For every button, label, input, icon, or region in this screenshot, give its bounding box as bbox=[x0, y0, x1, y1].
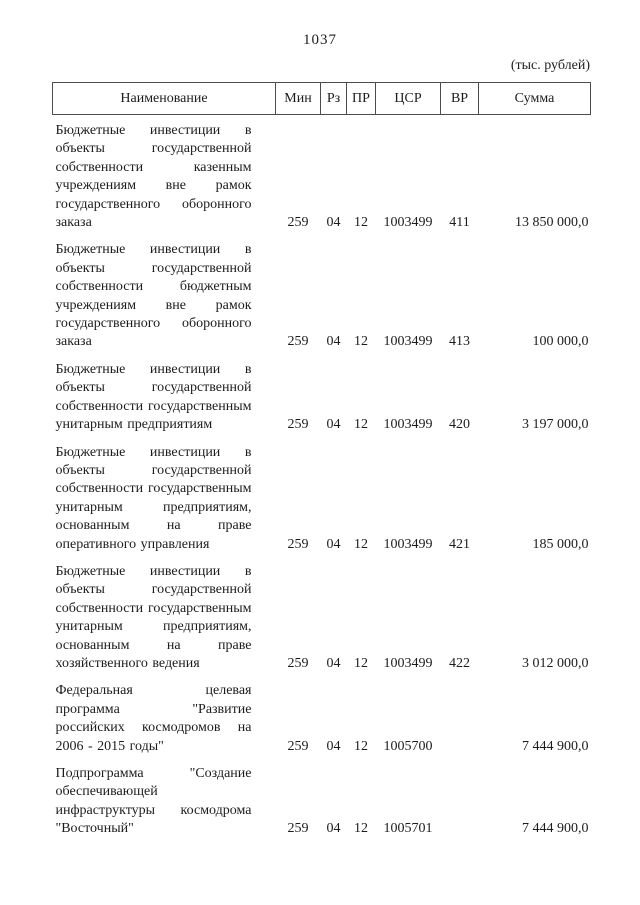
row-pr: 12 bbox=[354, 215, 368, 231]
column-header-vr: ВР bbox=[441, 83, 479, 115]
row-pr: 12 bbox=[354, 821, 368, 837]
row-pr: 12 bbox=[354, 536, 368, 552]
row-pr: 12 bbox=[354, 417, 368, 433]
row-rz: 04 bbox=[326, 821, 341, 837]
row-sum: 7 444 900,0 bbox=[522, 738, 589, 754]
column-header-csr: ЦСР bbox=[376, 83, 441, 115]
row-rz: 04 bbox=[326, 334, 341, 350]
row-csr: 1003499 bbox=[383, 417, 433, 433]
row-vr: 413 bbox=[449, 334, 470, 350]
row-sum: 100 000,0 bbox=[532, 334, 589, 350]
row-min: 259 bbox=[287, 417, 309, 433]
column-header-rz: Рз bbox=[321, 83, 347, 115]
table-row bbox=[53, 444, 591, 563]
column-header-sum: Сумма bbox=[479, 83, 591, 115]
row-csr: 1003499 bbox=[383, 334, 433, 350]
row-csr: 1005700 bbox=[383, 738, 433, 754]
row-name: Подпрограмма "Создание обеспечивающей инфраструктуры космодрома "Восточный" bbox=[55, 766, 252, 837]
row-name: Бюджетные инвестиции в объекты государственной собственности государственным унитарным предприятиям bbox=[55, 361, 252, 433]
column-header-pr: ПР bbox=[347, 83, 376, 115]
row-csr: 1005701 bbox=[383, 821, 433, 837]
row-rz: 04 bbox=[326, 417, 341, 433]
row-vr: 420 bbox=[449, 417, 470, 433]
row-name: Бюджетные инвестиции в объекты государственной собственности бюджетным учреждениям вне рамок государственного оборонного заказа bbox=[55, 242, 252, 350]
table-row bbox=[53, 765, 591, 848]
row-min: 259 bbox=[287, 655, 309, 671]
row-csr: 1003499 bbox=[383, 655, 433, 671]
row-min: 259 bbox=[287, 821, 309, 837]
row-rz: 04 bbox=[326, 655, 341, 671]
row-min: 259 bbox=[287, 738, 309, 754]
row-sum: 185 000,0 bbox=[532, 536, 589, 552]
table-header-row bbox=[53, 83, 591, 115]
row-name: Федеральная целевая программа "Развитие российских космодромов на 2006 - 2015 годы" bbox=[55, 683, 252, 754]
row-pr: 12 bbox=[354, 738, 368, 754]
row-vr bbox=[441, 765, 479, 848]
row-name: Бюджетные инвестиции в объекты государственной собственности государственным унитарным предприятиям, основанным на праве оперативного управления bbox=[55, 444, 252, 552]
row-csr: 1003499 bbox=[383, 215, 433, 231]
row-min: 259 bbox=[287, 215, 309, 231]
page-number: 1037 bbox=[303, 32, 337, 48]
table-row bbox=[53, 241, 591, 360]
row-rz: 04 bbox=[326, 536, 341, 552]
units-note: (тыс. рублей) bbox=[510, 58, 590, 73]
row-sum: 13 850 000,0 bbox=[515, 215, 589, 231]
row-min: 259 bbox=[287, 334, 309, 350]
table-row bbox=[53, 361, 591, 444]
row-rz: 04 bbox=[326, 215, 341, 231]
row-vr: 411 bbox=[449, 215, 470, 231]
row-vr: 421 bbox=[449, 536, 470, 552]
row-pr: 12 bbox=[354, 655, 368, 671]
row-name: Бюджетные инвестиции в объекты государственной собственности казенным учреждениям вне рамок государственного оборонного заказа bbox=[55, 123, 252, 231]
row-csr: 1003499 bbox=[383, 536, 433, 552]
row-pr: 12 bbox=[354, 334, 368, 350]
row-rz: 04 bbox=[326, 738, 341, 754]
column-header-name: Наименование bbox=[53, 83, 276, 115]
row-vr: 422 bbox=[449, 655, 470, 671]
row-sum: 7 444 900,0 bbox=[522, 821, 589, 837]
budget-table bbox=[52, 82, 591, 848]
table-row bbox=[53, 682, 591, 765]
row-vr bbox=[441, 682, 479, 765]
column-header-min: Мин bbox=[276, 83, 321, 115]
row-sum: 3 197 000,0 bbox=[522, 417, 589, 433]
table-row bbox=[53, 563, 591, 682]
row-min: 259 bbox=[287, 536, 309, 552]
row-name: Бюджетные инвестиции в объекты государственной собственности государственным унитарным предприятиям, основанным на праве хозяйственного ведения bbox=[55, 563, 252, 671]
table-row bbox=[53, 115, 591, 242]
row-sum: 3 012 000,0 bbox=[522, 655, 589, 671]
